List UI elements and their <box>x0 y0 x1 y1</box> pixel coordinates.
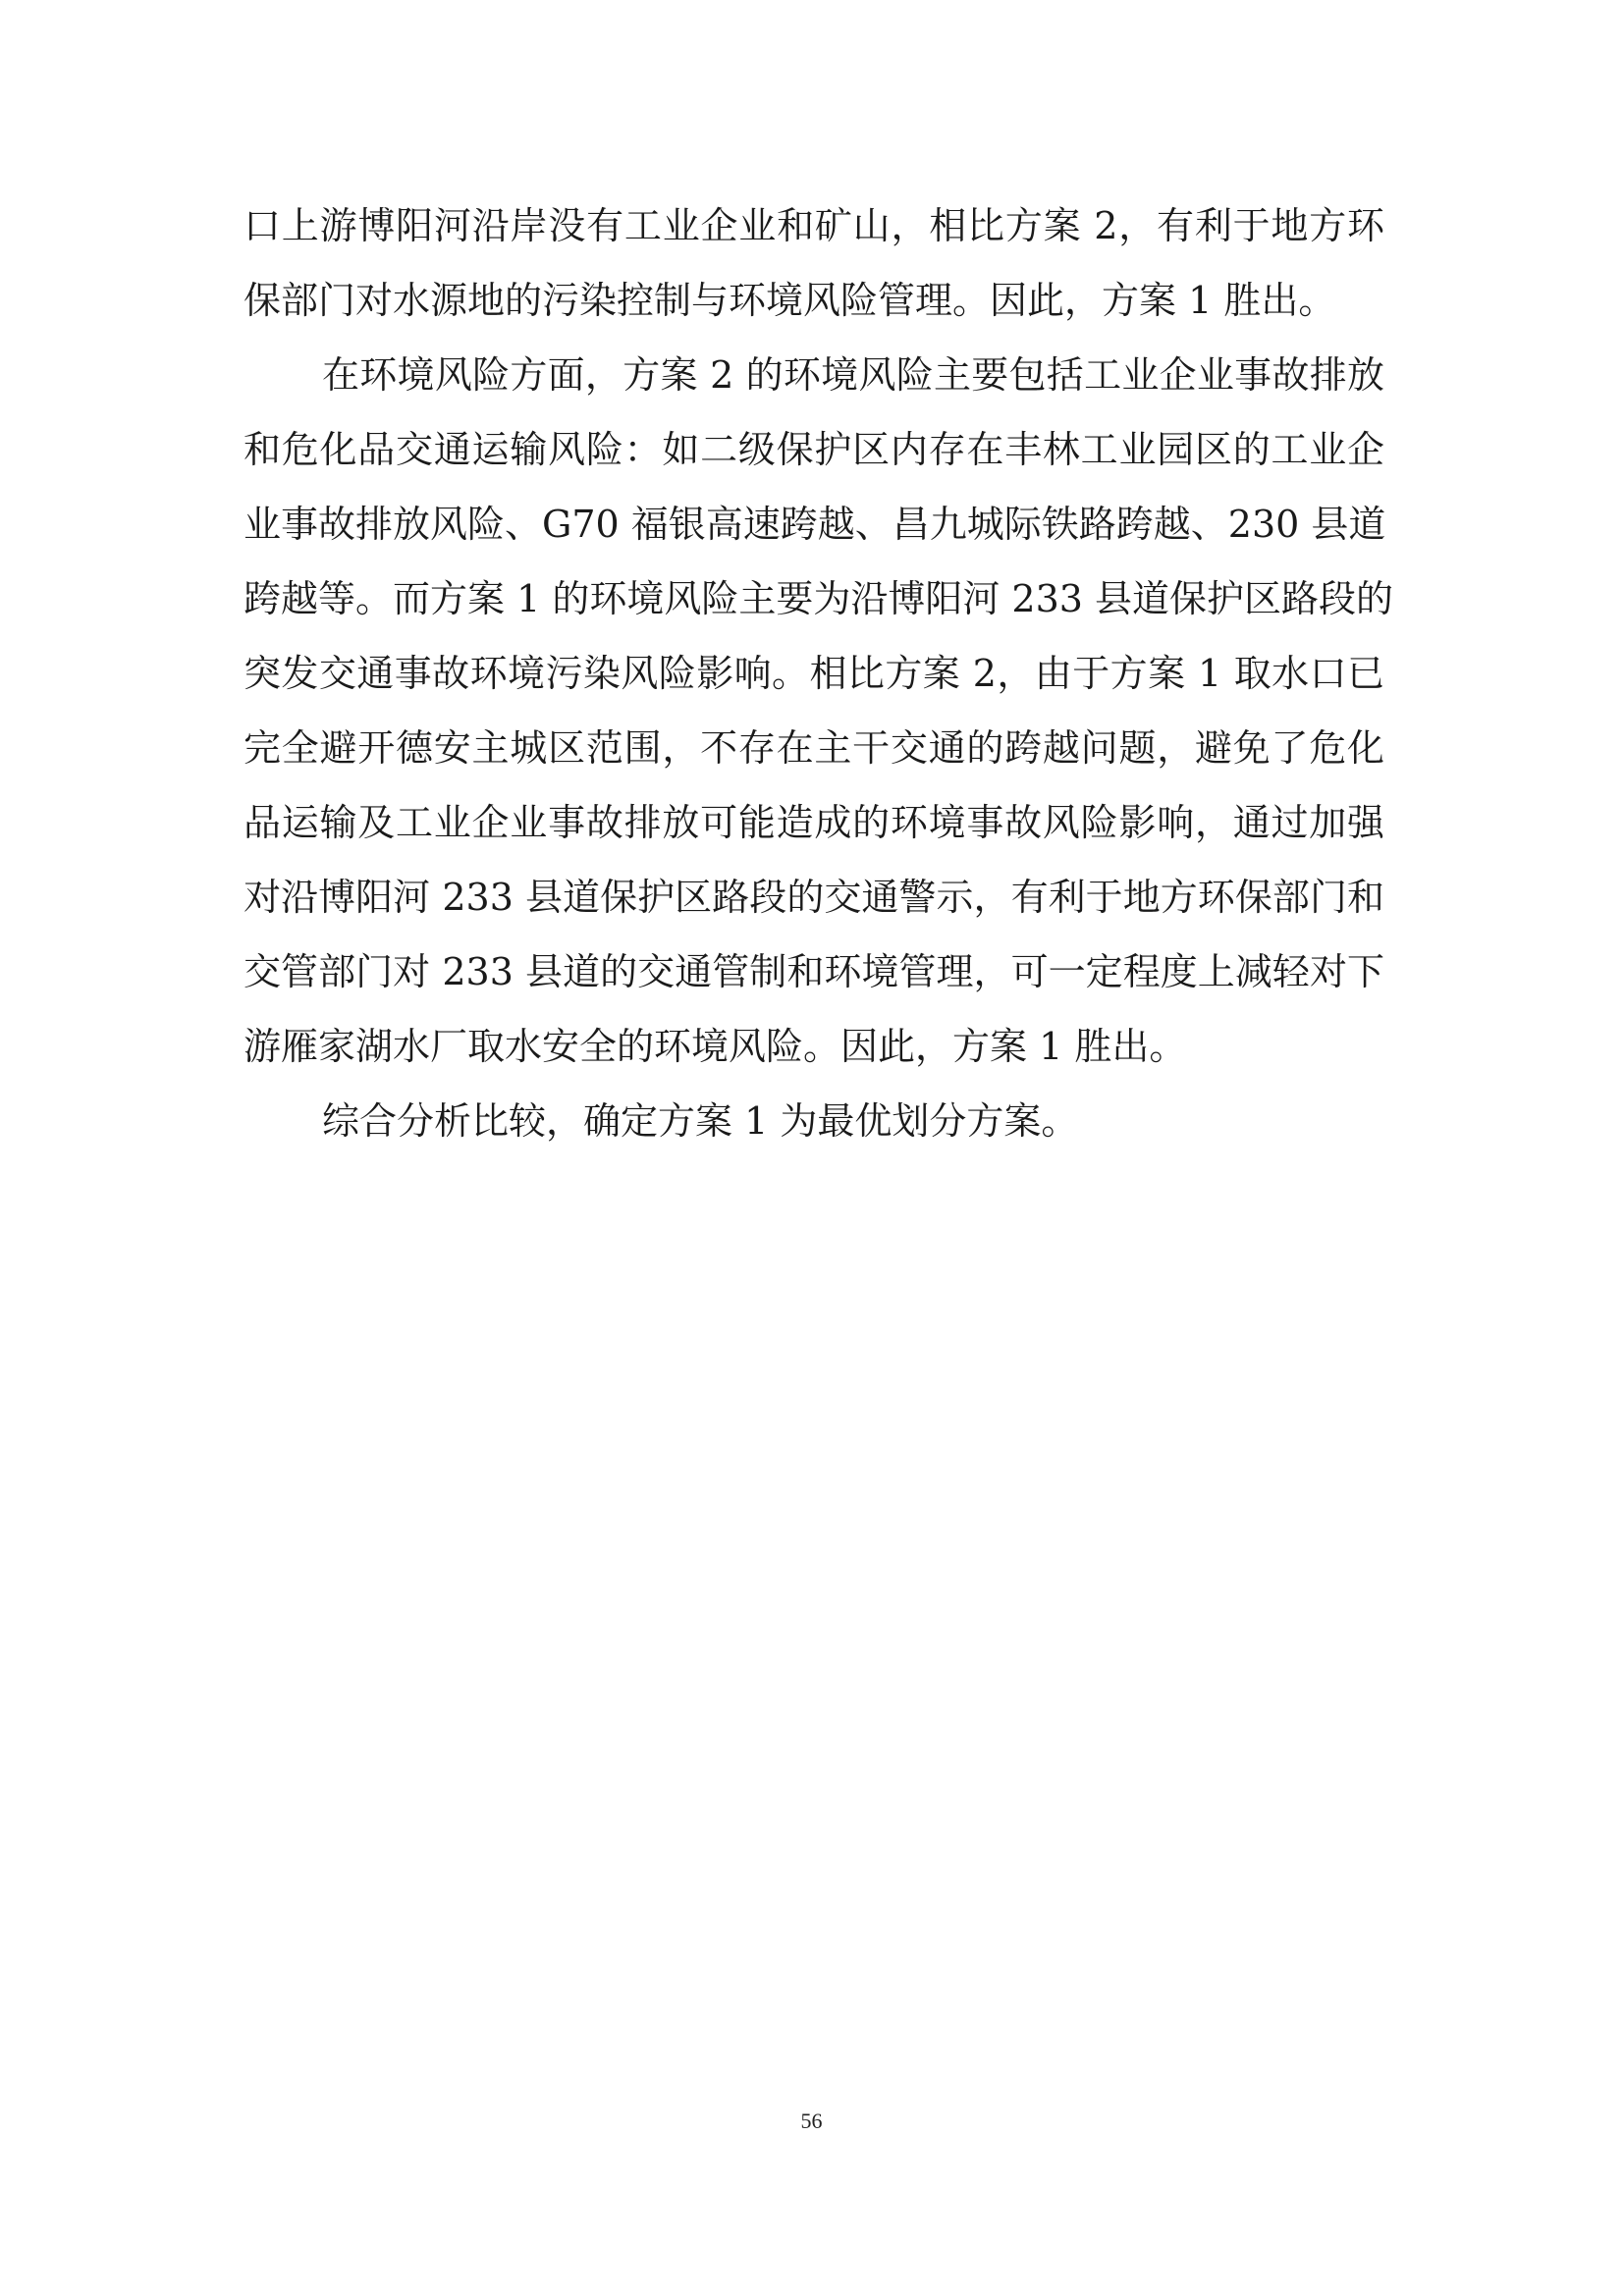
text-line: 交管部门对 233 县道的交通管制和环境管理，可一定程度上减轻对下 <box>243 950 1384 993</box>
page-number: 56 <box>800 2109 823 2133</box>
text-line: 保部门对水源地的污染控制与环境风险管理。因此，方案 1 胜出。 <box>243 279 1336 322</box>
text-line: 品运输及工业企业事故排放可能造成的环境事故风险影响，通过加强 <box>243 801 1384 844</box>
text-line: 跨越等。而方案 1 的环境风险主要为沿博阳河 233 县道保护区路段的 <box>243 577 1394 620</box>
text-line: 游雁家湖水厂取水安全的环境风险。因此，方案 1 胜出。 <box>243 1025 1187 1068</box>
paragraph-conclusion <box>243 1084 1384 1158</box>
body-text <box>243 188 1394 1158</box>
text-line: 综合分析比较，确定方案 1 为最优划分方案。 <box>322 1099 1079 1143</box>
text-line: 对沿博阳河 233 县道保护区路段的交通警示，有利于地方环保部门和 <box>243 876 1384 919</box>
text-line: 在环境风险方面，方案 2 的环境风险主要包括工业企业事故排放 <box>322 353 1384 397</box>
text-line: 和危化品交通运输风险：如二级保护区内存在丰林工业园区的工业企 <box>243 428 1384 471</box>
text-line: 完全避开德安主城区范围，不存在主干交通的跨越问题，避免了危化 <box>243 726 1384 770</box>
text-line: 突发交通事故环境污染风险影响。相比方案 2，由于方案 1 取水口已 <box>243 652 1384 695</box>
paragraph-environmental-risk <box>243 338 1394 1084</box>
paragraph-continuation <box>243 188 1384 338</box>
text-line: 口上游博阳河沿岸没有工业企业和矿山，相比方案 2，有利于地方环 <box>243 204 1384 247</box>
text-line: 业事故排放风险、G70 福银高速跨越、昌九城际铁路跨越、230 县道 <box>243 503 1386 546</box>
